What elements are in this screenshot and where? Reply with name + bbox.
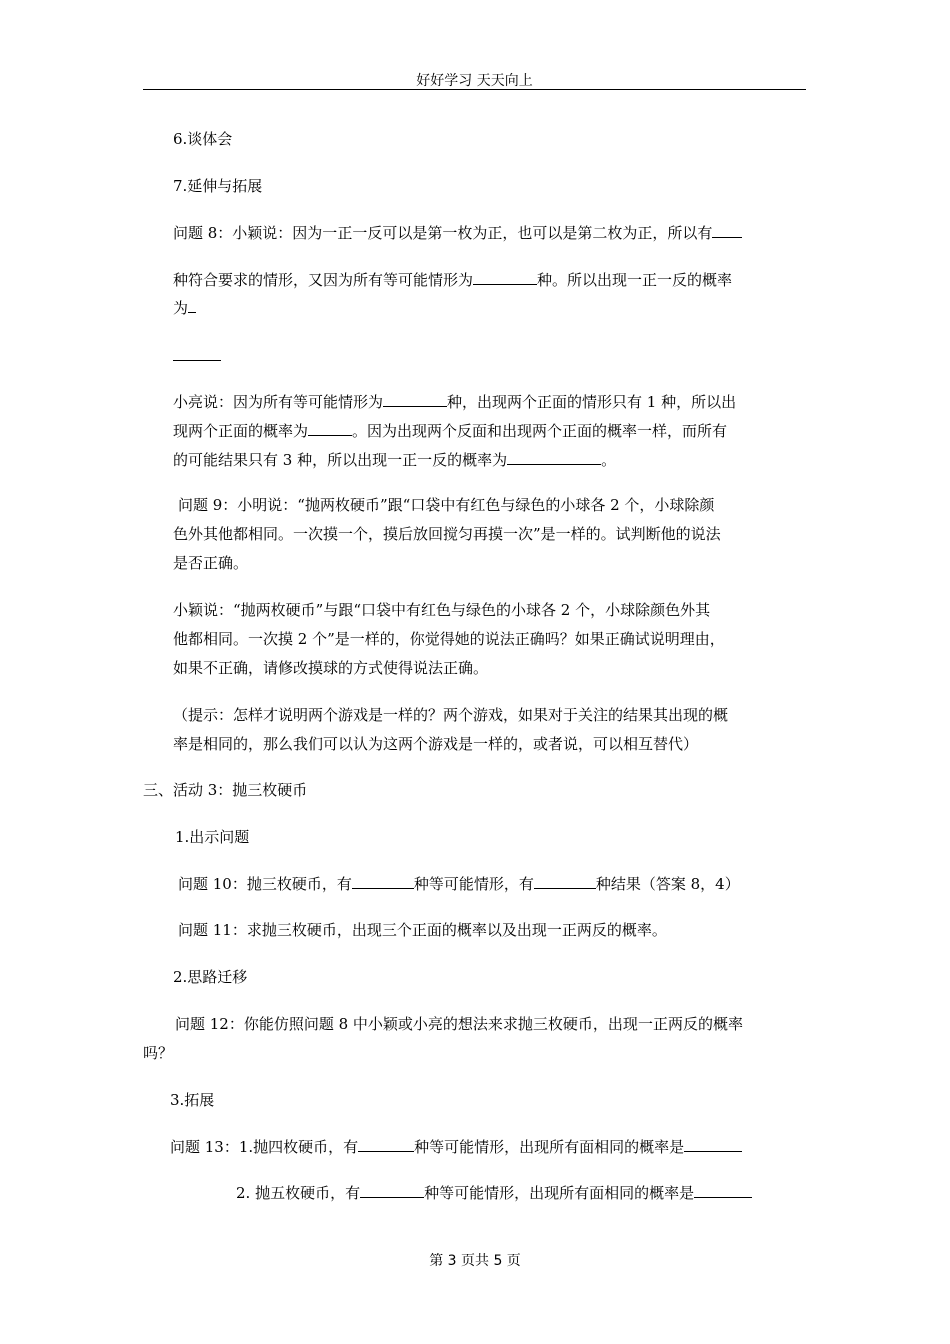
- q12-line-1: 问题 12：你能仿照问题 8 中小颖或小亮的想法来求抛三枚硬币，出现一正两反的概率: [175, 1015, 743, 1033]
- q8-text-a: 问题 8：小颖说：因为一正一反可以是第一枚为正，也可以是第二枚为正，所以有: [173, 224, 713, 242]
- header-rule: [143, 89, 806, 90]
- q13-text-b1: 2. 抛五枚硬币，有: [236, 1184, 361, 1202]
- subsection-1-heading: 1.出示问题: [175, 828, 250, 846]
- answer-blank: [360, 1183, 424, 1198]
- answer-blank: [383, 392, 447, 407]
- section-7-heading: 7.延伸与拓展: [173, 177, 263, 195]
- q10-text-c: 种结果（答案 8，4）: [595, 875, 740, 893]
- liang-text-b1: 现两个正面的概率为: [173, 422, 309, 440]
- q10-text-a: 问题 10：抛三枚硬币，有: [178, 875, 352, 893]
- page-header: 好好学习 天天向上: [416, 73, 533, 89]
- q12-line-2: 吗？: [143, 1044, 174, 1062]
- answer-blank: [534, 874, 596, 889]
- q13-text-a2: 种等可能情形，出现所有面相同的概率是: [414, 1138, 685, 1156]
- q9-line-2: 色外其他都相同。一次摸一个，摸后放回搅匀再摸一次”是一样的。试判断他的说法: [173, 525, 721, 543]
- q13-line-1: [170, 1137, 742, 1157]
- answer-blank: [684, 1137, 742, 1152]
- q10-text-b: 种等可能情形，有: [413, 875, 534, 893]
- answer-blank: [308, 421, 352, 436]
- hint-line-2: 率是相同的，那么我们可以认为这两个游戏是一样的，或者说，可以相互替代）: [173, 735, 699, 753]
- q9-line-3: 是否正确。: [173, 554, 249, 572]
- q8-text-b1: 种符合要求的情形，又因为所有等可能情形为: [173, 271, 474, 289]
- answer-blank: [712, 223, 742, 238]
- q11-line: 问题 11：求抛三枚硬币，出现三个正面的概率以及出现一正两反的概率。: [178, 921, 667, 939]
- liang-text-a1: 小亮说：因为所有等可能情形为: [173, 393, 384, 411]
- liang-text-b2: 。因为出现两个反面和出现两个正面的概率一样，而所有: [352, 422, 728, 440]
- liang-line-1: [173, 392, 736, 412]
- liang-text-a2: 种，出现两个正面的情形只有 1 种，所以出: [447, 393, 737, 411]
- q13-text-a1: 问题 13：1.抛四枚硬币，有: [170, 1138, 359, 1156]
- activity-3-heading: 三、活动 3：抛三枚硬币: [143, 781, 308, 799]
- q10-line: [178, 874, 740, 894]
- ying-line-2: 他都相同。一次摸 2 个”是一样的，你觉得她的说法正确吗？如果正确试说明理由，: [173, 630, 725, 648]
- liang-text-c2: 。: [601, 451, 617, 469]
- q8-line-1: [173, 223, 742, 243]
- answer-blank: [694, 1183, 752, 1198]
- liang-text-c1: 的可能结果只有 3 种，所以出现一正一反的概率为: [173, 451, 508, 469]
- subsection-3-heading: 3.拓展: [170, 1091, 215, 1109]
- hint-line-1: （提示：怎样才说明两个游戏是一样的？两个游戏，如果对于关注的结果其出现的概: [173, 706, 729, 724]
- answer-blank: [473, 270, 537, 285]
- section-6-heading: 6.谈体会: [173, 130, 233, 148]
- q8-text-c: 为: [173, 299, 189, 317]
- q8-line-2: [173, 270, 732, 290]
- q13-text-b2: 种等可能情形，出现所有面相同的概率是: [424, 1184, 695, 1202]
- liang-line-3: [173, 450, 616, 470]
- q8-text-b2: 种。所以出现一正一反的概率: [537, 271, 733, 289]
- ying-line-3: 如果不正确，请修改摸球的方式使得说法正确。: [173, 659, 489, 677]
- q8-line-3: [173, 298, 196, 318]
- answer-blank: [188, 298, 196, 313]
- q13-line-2: [236, 1183, 752, 1203]
- ying-line-1: 小颖说：“抛两枚硬币”与跟“口袋中有红色与绿色的小球各 2 个，小球除颜色外其: [173, 601, 711, 619]
- subsection-2-heading: 2.思路迁移: [173, 968, 248, 986]
- q8-line-4: [173, 346, 221, 366]
- page-footer: 第 3 页共 5 页: [429, 1253, 521, 1269]
- answer-blank: [358, 1137, 414, 1152]
- liang-line-2: [173, 421, 727, 441]
- answer-blank: [507, 450, 601, 465]
- answer-blank: [352, 874, 414, 889]
- q9-line-1: 问题 9：小明说：“抛两枚硬币”跟“口袋中有红色与绿色的小球各 2 个，小球除颜: [178, 496, 715, 514]
- answer-blank: [173, 346, 221, 361]
